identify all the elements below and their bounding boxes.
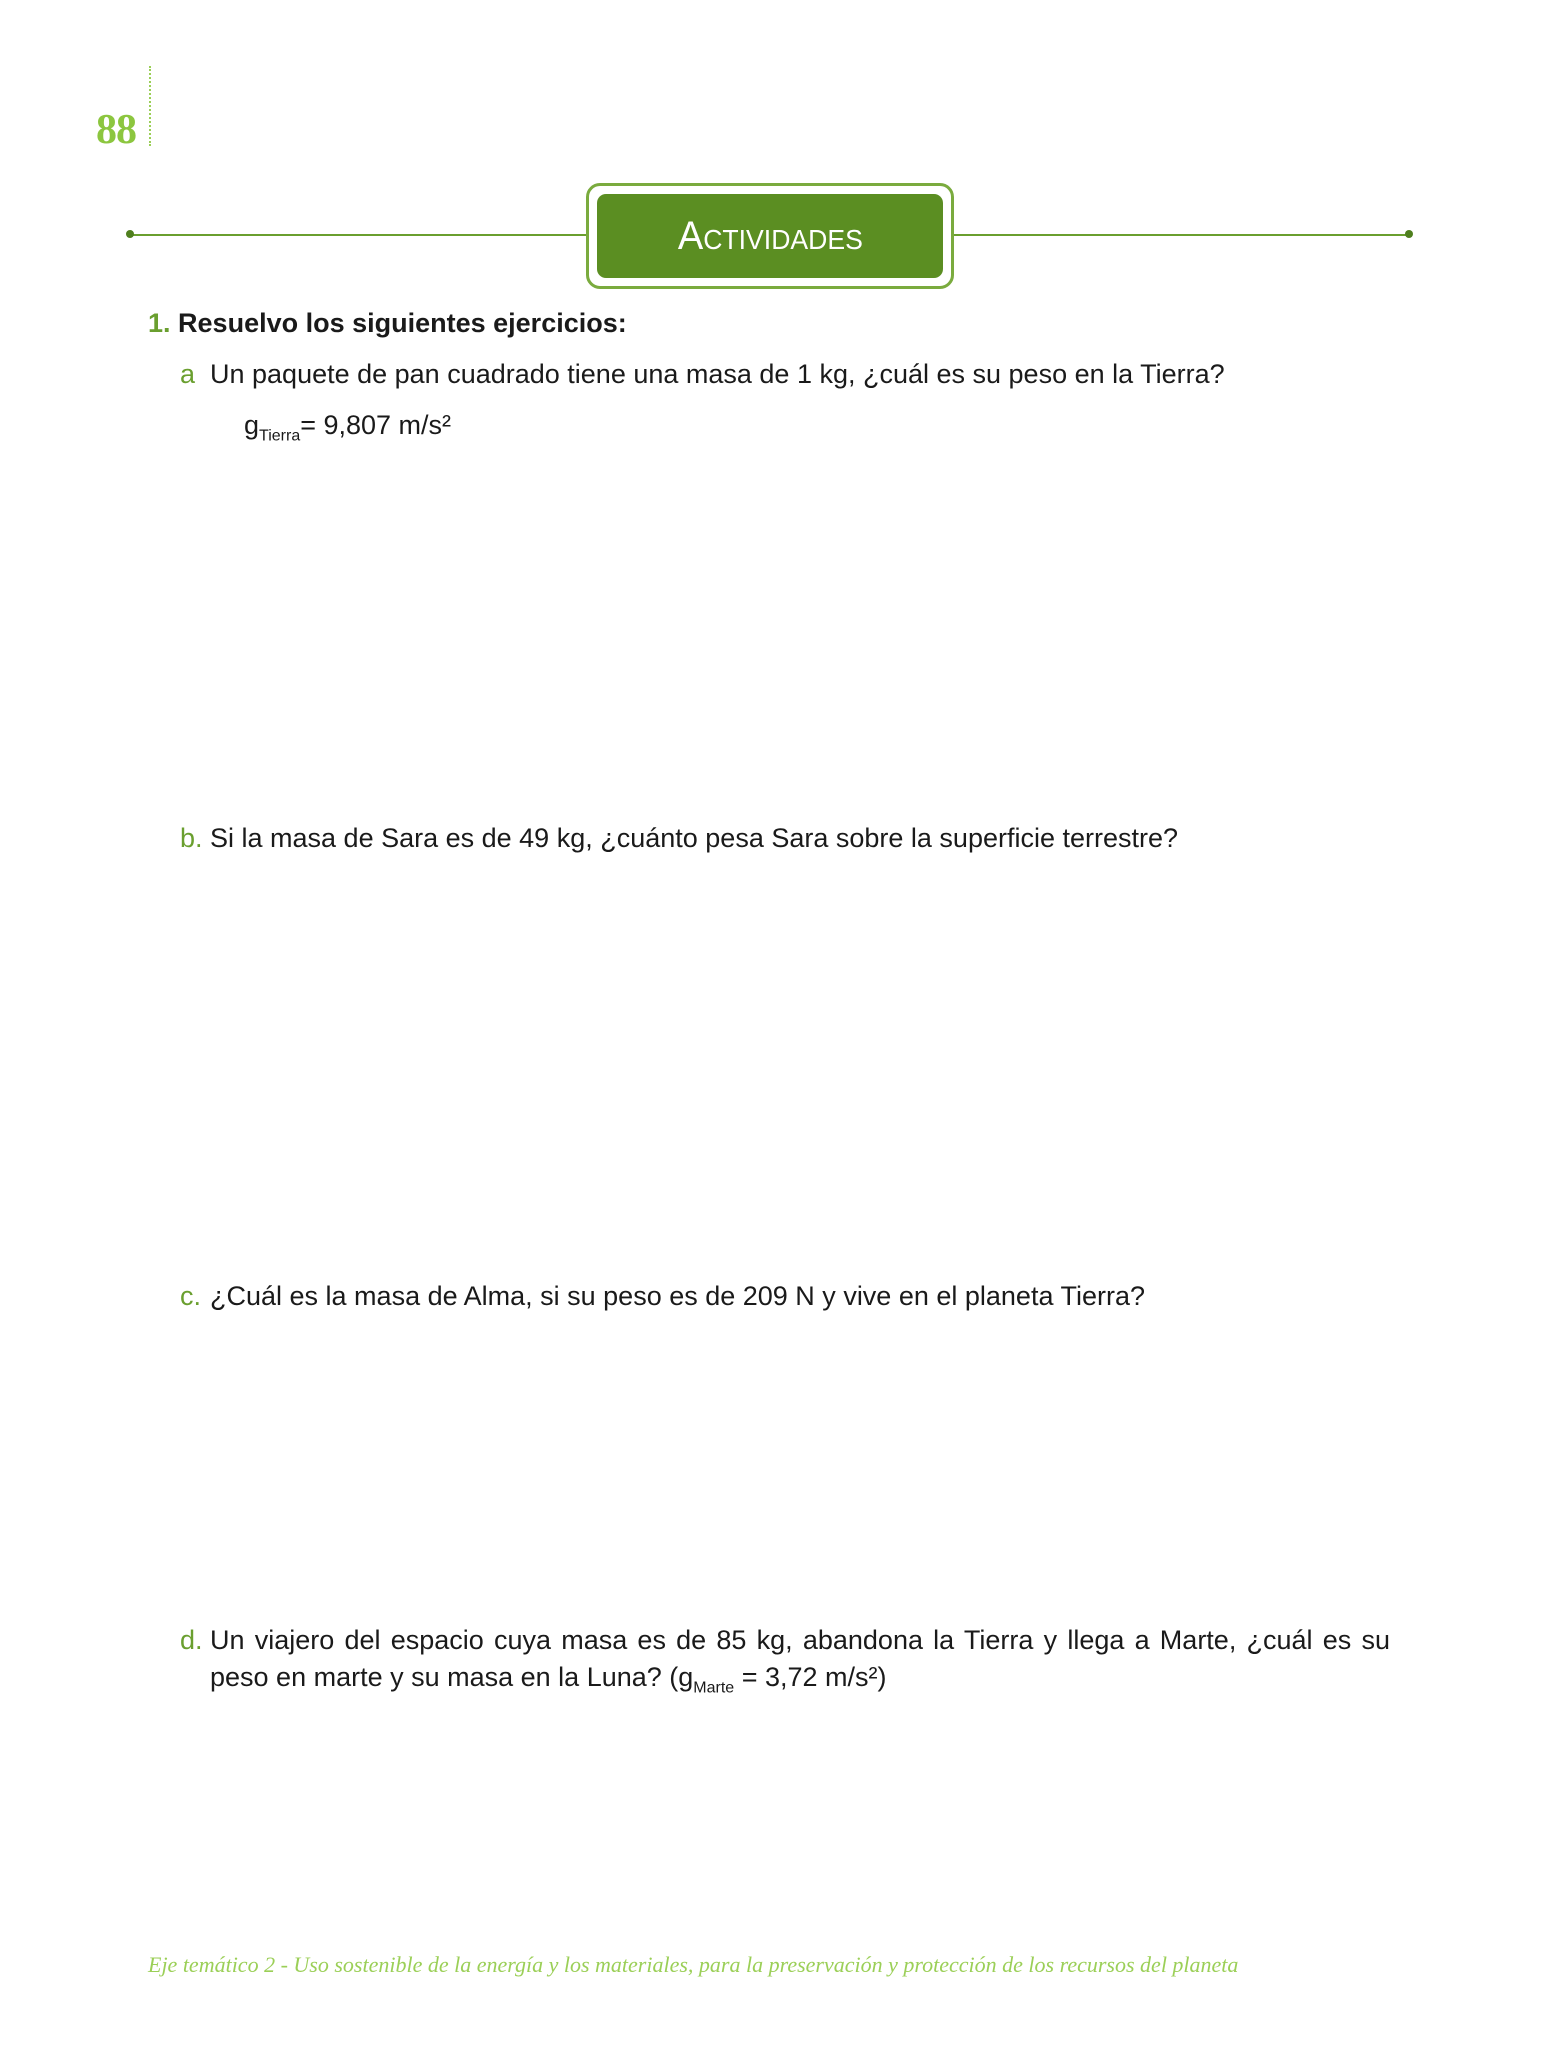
exercise-c — [180, 1278, 1145, 1315]
formula-value: = 3,72 m/s²) — [734, 1662, 887, 1692]
formula-value: = 9,807 m/s² — [300, 410, 452, 440]
formula-gravity-earth — [244, 410, 451, 445]
exercise-letter: d. — [180, 1625, 203, 1655]
formula-subscript: Tierra — [259, 427, 301, 445]
exercise-letter: b. — [180, 823, 203, 853]
section-banner — [586, 183, 954, 289]
exercise-text-main: Un viajero del espacio cuya masa es de 85 kg, abandona la Tierra y llega a Marte, ¿cuál es su peso en marte y su masa en la Luna? (g — [210, 1625, 1390, 1692]
exercise-a — [180, 356, 1225, 393]
section-banner-title: Actividades — [677, 213, 863, 258]
exercise-text: Un paquete de pan cuadrado tiene una masa de 1 kg, ¿cuál es su peso en la Tierra? — [210, 359, 1225, 389]
exercise-d — [180, 1622, 1390, 1706]
question-title — [148, 308, 627, 339]
formula-symbol: g — [244, 410, 260, 440]
exercise-b — [180, 820, 1178, 857]
page-number-divider — [149, 66, 151, 146]
formula-subscript: Marte — [693, 1679, 735, 1697]
exercise-text: Si la masa de Sara es de 49 kg, ¿cuánto pesa Sara sobre la superficie terrestre? — [210, 823, 1179, 853]
question-number: 1. — [148, 308, 171, 338]
exercise-text: ¿Cuál es la masa de Alma, si su peso es de 209 N y vive en el planeta Tierra? — [210, 1281, 1145, 1311]
exercise-letter: a — [180, 359, 196, 389]
exercise-text — [210, 1622, 1390, 1706]
rule-dot-right — [1405, 230, 1413, 238]
page-footer: Eje temático 2 - Uso sostenible de la energía y los materiales, para la preservación y protección de los recursos del planeta — [148, 1952, 1239, 1977]
page-number: 88 — [96, 107, 136, 153]
question-text: Resuelvo los siguientes ejercicios: — [178, 308, 627, 338]
section-banner-fill — [597, 194, 943, 278]
rule-dot-left — [126, 230, 134, 238]
exercise-letter: c. — [180, 1281, 202, 1311]
